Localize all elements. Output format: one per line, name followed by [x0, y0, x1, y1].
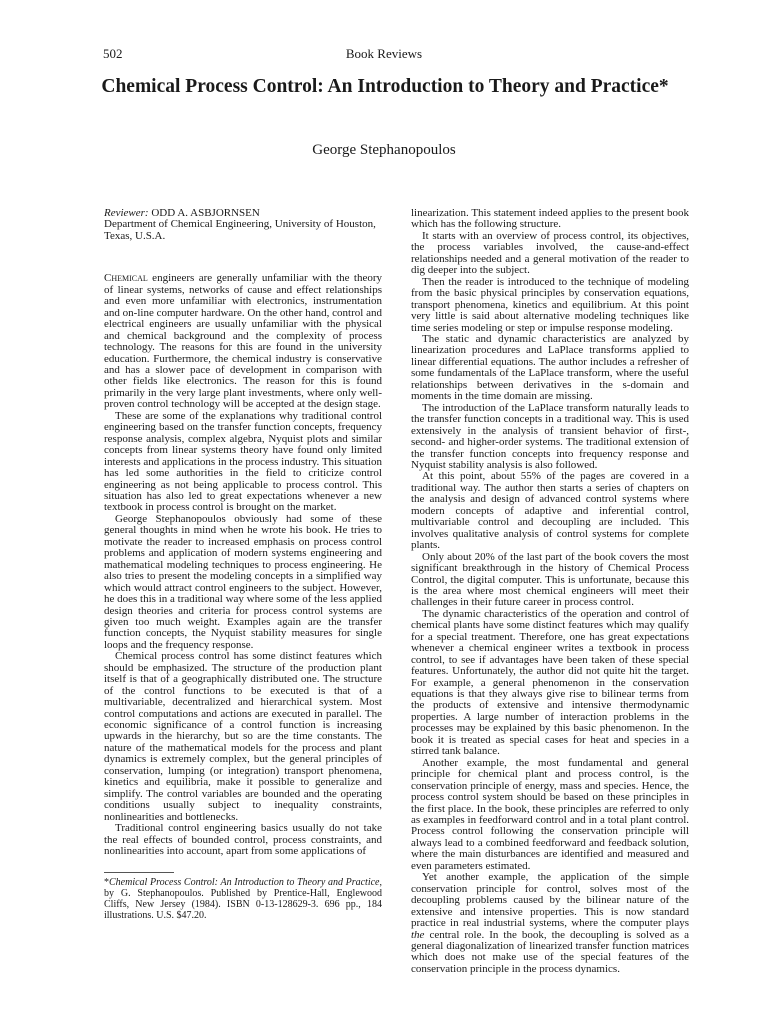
emphasis: the [411, 928, 425, 941]
footnote [104, 877, 382, 921]
paragraph: Another example, the most fundamental and general principle for chemical plant and process control, is the conservation principle of energy, mass and species. Hence, the process control system should be based on these principles in the first place. In the book, these principles are referred to only as examples in feedforward control and in a total plant control. Process control following the conservation principle will always lead to a combined feedforward and feedback solution, where the main disturbances are identified and measured and even parameters estimated. [411, 756, 689, 872]
paragraph: George Stephanopoulos obviously had some of these general thoughts in mind when he wrote his book. He tries to motivate the reader to increased emphasis on process control problems and application of modern systems engineering and mathematical modeling techniques to process engineering. He also tries to present the modeling concepts in a simplified way which would attract control engineers to the subject. However, he does this in a traditional way where some of the less applied design theories and criteria for process control systems are given too much weight. Examples again are the transfer function concepts, the Nyquist stability measures for single loops and the frequency response. [104, 512, 382, 651]
right-column [411, 208, 689, 975]
paragraph: It starts with an overview of process control, its objectives, the process variables involved, the cause-and-effect relationships needed and a general motivation of the reader to dig deeper into the subject. [411, 229, 689, 277]
paragraph-text: engineers are generally unfamiliar with the theory of linear systems, networks of cause and effect relationships and even more unfamiliar with electronics, instrumentation and on-line computer hardware. On the other hand, control and electrical engineers are usually unfamiliar with the physical and chemical background and the complexity of process technology. The reasons for this are found in the university education. Furthermore, the chemical industry is conservative and has a slower pace of development in comparison with other fields like electronics. The reason for this is found primarily in the very large plant investments, where only well-proven control technology will be accepted at the design stage. [104, 272, 382, 411]
article-title: Chemical Process Control: An Introduction to Theory and Practice* [101, 76, 669, 97]
paragraph: Chemical process control has some distinct features which should be emphasized. The structure of the production plant itself is that of a geographically distributed one. The structure of the control functions to be executed is that of a multivariable, decentralized and hierarchical system. Most control computations and actions are executed in parallel. The economic significance of a control function is increasing upwards in the hierarchy, but so are the time constants. The nature of the mathematical models for the process and plant dynamics is extremely complex, but the general principles of conservation, lumping (or integration) transport phenomena, kinetics and equilibria, make it possible to generalize and simplify. The control variables are bounded and the operating conditions usually subject to inequality constraints, nonlinearities and bottlenecks. [104, 650, 382, 823]
paragraph: Then the reader is introduced to the technique of modeling from the basic physical principles by conservation equations, transport phenomena, kinetics and equilibrium. At this point very little is said about alternative modeling techniques like time series modeling or step or impulse response modeling. [411, 275, 689, 334]
paragraph [411, 872, 689, 975]
page-number: 502 [103, 46, 123, 61]
left-column [104, 208, 382, 857]
running-head: Book Reviews [345, 46, 423, 61]
paragraph-text: Yet another example, the application of the simple conservation principle for control, solves most of the decoupling problems caused by the bilinear nature of the extensive and intensive properties. This is now standard practice in real industrial systems, where the computer plays [411, 871, 689, 930]
reviewer-label: Reviewer: [104, 207, 149, 219]
paragraph: At this point, about 55% of the pages are covered in a traditional way. The author then starts a series of chapters on the analysis and design of advanced control systems where modern concepts of adaptive and inferential control, multivariable control and decoupling are included. This involves qualitative analysis of control systems for complete plants. [411, 470, 689, 552]
footnote-details: , by G. Stephanopoulos. Published by Prentice-Hall, Englewood Cliffs, New Jersey (1984). ISBN 0-13-128629-3. 696 pp., 184 illustrations. U.S. $47.20. [104, 877, 382, 921]
article-author: George Stephanopoulos [312, 142, 456, 158]
paragraph-text: central role. In the book, the decoupling is solved as a general diagonalization of linearized transfer function matrices which does not make use of the special features of the conservation principle in the process dynamics. [411, 928, 689, 975]
footnote-marker: * [104, 877, 109, 888]
paragraph: The static and dynamic characteristics are analyzed by linearization procedures and LaPlace transforms applied to linear differential equations. The author includes a refresher of some fundamentals of the LaPlace transform, where the useful relationships between derivatives in the s-domain and moments in the time domain are missing. [411, 332, 689, 403]
paragraph: The introduction of the LaPlace transform naturally leads to the transfer function concepts in a traditional way. This is used extensively in the analysis of transient behavior of first-, second- and higher-order systems. The traditional extension of the transfer function concepts into frequency response and Nyquist stability analysis is also followed. [411, 401, 689, 471]
paragraph: linearization. This statement indeed applies to the present book which has the following structure. [411, 207, 689, 231]
reviewer-affiliation: Department of Chemical Engineering, University of Houston, Texas, U.S.A. [104, 218, 376, 242]
footnote-rule [104, 872, 174, 873]
paragraph: These are some of the explanations why traditional control engineering based on the transfer function concepts, frequency response analysis, complex algebra, Nyquist plots and similar concepts from linear systems theory have found only limited interests and applications in the process industry. This situation has led some authorities in the field to criticize control engineering as not being applicable to process control. This situation has also led to great expectations whenever a new textbook in process control is brought on the market. [104, 409, 383, 514]
footnote-book-title: Chemical Process Control: An Introduction to Theory and Practice [109, 877, 380, 888]
opening-word: Chemical [104, 272, 148, 285]
paragraph: The dynamic characteristics of the operation and control of chemical plants have some distinct features which may qualify for a special treatment. Therefore, one has great expectations whenever a chemical engineer writes a textbook in process control, to see if advantages have been taken of these special features. Unfortunately, the author did not quite hit the target. For example, a general phenomenon in the conservation equations is that they always give rise to bilinear terms from the products of extensive and intensive thermodynamic properties. A large number of interaction problems in the processes may be explained by this basic phenomenon. In the book it is treated as special cases for heat and species in a stirred tank balance. [411, 607, 689, 758]
paragraph: Traditional control engineering basics usually do not take the real effects of bounded control, process constraints, and nonlinearities into account, apart from some applications of [104, 822, 382, 858]
reviewer-block [104, 208, 382, 242]
paragraph: Only about 20% of the last part of the book covers the most significant breakthrough in the history of Chemical Process Control, the digital computer. This is unfortunate, because this is the area where most chemical engineers will meet their challenges in their future career in process control. [411, 550, 689, 609]
paragraph [104, 273, 382, 410]
reviewer-name: ODD A. ASBJORNSEN [148, 207, 260, 219]
